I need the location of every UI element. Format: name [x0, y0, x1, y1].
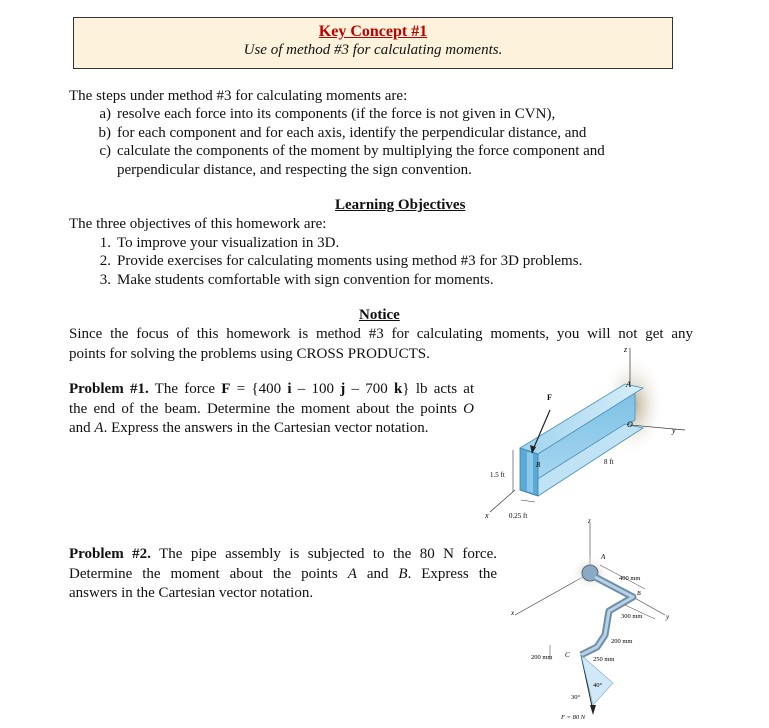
step-item-a: [99, 105, 556, 124]
problem2-line-3: answers in the Cartesian vector notation.: [69, 585, 314, 601]
problem1-beam-figure: [475, 340, 765, 525]
problem1-text: The force: [154, 381, 216, 397]
objective-text: Provide exercises for calculating moments using method #3 for 3D problems.: [117, 253, 583, 269]
offset-dimension-line: [521, 500, 535, 502]
problem1-line-1: [69, 380, 474, 400]
dim-250-label: 250 mm: [593, 656, 615, 663]
force-label: F = 80 N: [561, 714, 586, 721]
point-a-label: A: [601, 553, 606, 561]
point-b-label: B: [637, 591, 641, 597]
axis-y-label: y: [666, 613, 670, 621]
angle-40-label: 40°: [593, 682, 603, 689]
problem1-text: = {400: [236, 381, 282, 397]
problem1-text: the end of the beam. Determine the moment about the points: [69, 400, 457, 417]
axis-z-label: z: [624, 345, 628, 354]
notice-heading: Notice: [359, 307, 400, 323]
objective-marker: 3.: [99, 271, 111, 288]
point-a-symbol: A: [347, 565, 357, 582]
objective-item-1: [99, 234, 340, 253]
step-marker: b): [98, 124, 111, 141]
objective-marker: 1.: [99, 234, 111, 251]
notice-line-1: Since the focus of this homework is method #3 for calculating moments, you will not get any: [69, 326, 693, 342]
step-marker: c): [99, 143, 111, 159]
point-b-symbol: B: [398, 565, 408, 582]
point-c-label: C: [565, 651, 570, 659]
objective-marker: 2.: [99, 253, 111, 269]
key-concept-subtitle: Use of method #3 for calculating moments.: [243, 42, 503, 58]
problem2-text: and: [366, 565, 389, 582]
problem1-line-2: [69, 400, 474, 420]
problem2-text: The pipe assembly is subjected to the 80 N force.: [159, 546, 497, 562]
key-concept-title: Key Concept #1: [318, 23, 428, 40]
objective-text: Make students comfortable with sign convention for moments.: [117, 271, 494, 288]
problem1-text: – 100: [297, 381, 335, 397]
problem2-pipe-figure: [505, 515, 700, 725]
unit-vector-j: j: [340, 381, 346, 397]
beam-end-web: [527, 452, 533, 493]
problem1-label: Problem #1.: [69, 381, 149, 397]
axis-x-label: x: [485, 511, 489, 520]
x-axis: [490, 490, 515, 512]
axis-x-label: x: [511, 609, 515, 617]
problem2-line-1: [69, 545, 497, 565]
axis-z-label: z: [588, 517, 591, 525]
objectives-intro: The three objectives of this homework are:: [69, 216, 327, 232]
step-text: calculate the components of the moment by multiplying the force component and: [117, 143, 605, 159]
offset-dimension-label: 0.25 ft: [509, 512, 528, 520]
force-label: F: [547, 393, 552, 402]
height-dimension-label: 1.5 ft: [490, 471, 505, 479]
step-marker: a): [99, 106, 111, 122]
steps-intro: The steps under method #3 for calculating moments are:: [69, 88, 408, 104]
objective-item-2: [99, 252, 583, 271]
dim-200b-label: 200 mm: [611, 638, 633, 645]
step-item-c-line2: perpendicular distance, and respecting the sign convention.: [117, 161, 472, 178]
objectives-heading: Learning Objectives: [335, 197, 466, 213]
axis-y-label: y: [672, 426, 676, 435]
key-concept-box: [73, 17, 673, 69]
point-b-label: B: [536, 461, 541, 469]
objective-item-3: [99, 271, 494, 290]
problem2-label: Problem #2.: [69, 546, 151, 562]
unit-vector-i: i: [287, 381, 292, 397]
length-dimension-label: 8 ft: [604, 458, 614, 466]
problem1-text: . Express the answers in the Cartesian vector notation.: [103, 420, 429, 436]
problem1-text: – 700: [351, 381, 388, 397]
point-a-symbol: A: [94, 420, 104, 436]
problem1-text: and: [69, 420, 91, 436]
angle-30-label: 30°: [571, 694, 581, 701]
point-a-label: A: [626, 380, 631, 389]
dim-300-label: 300 mm: [621, 613, 643, 620]
dim-200a-label: 200 mm: [531, 654, 553, 661]
step-item-c: [99, 142, 605, 161]
step-text: for each component and for each axis, identify the perpendicular distance, and: [117, 124, 587, 141]
problem2-text: . Express the: [407, 565, 498, 582]
force-symbol: F: [221, 381, 231, 397]
dim-400-label: 400 mm: [619, 575, 641, 582]
problem2-text: Determine the moment about the points: [69, 565, 338, 582]
objective-text: To improve your visualization in 3D.: [117, 234, 340, 251]
point-o-symbol: O: [463, 400, 474, 417]
point-o-label: O: [627, 420, 633, 429]
step-text: resolve each force into its components (if the force is not given in CVN),: [117, 106, 556, 122]
problem2-line-2: [69, 565, 497, 585]
problem1-line-3: [69, 419, 429, 438]
unit-vector-k: k: [394, 381, 403, 397]
force-arrowhead: [590, 705, 596, 715]
problem1-text: } lb acts at: [402, 381, 475, 397]
step-item-b: [98, 124, 587, 143]
notice-line-2: points for solving the problems using CROSS PRODUCTS.: [69, 345, 430, 362]
